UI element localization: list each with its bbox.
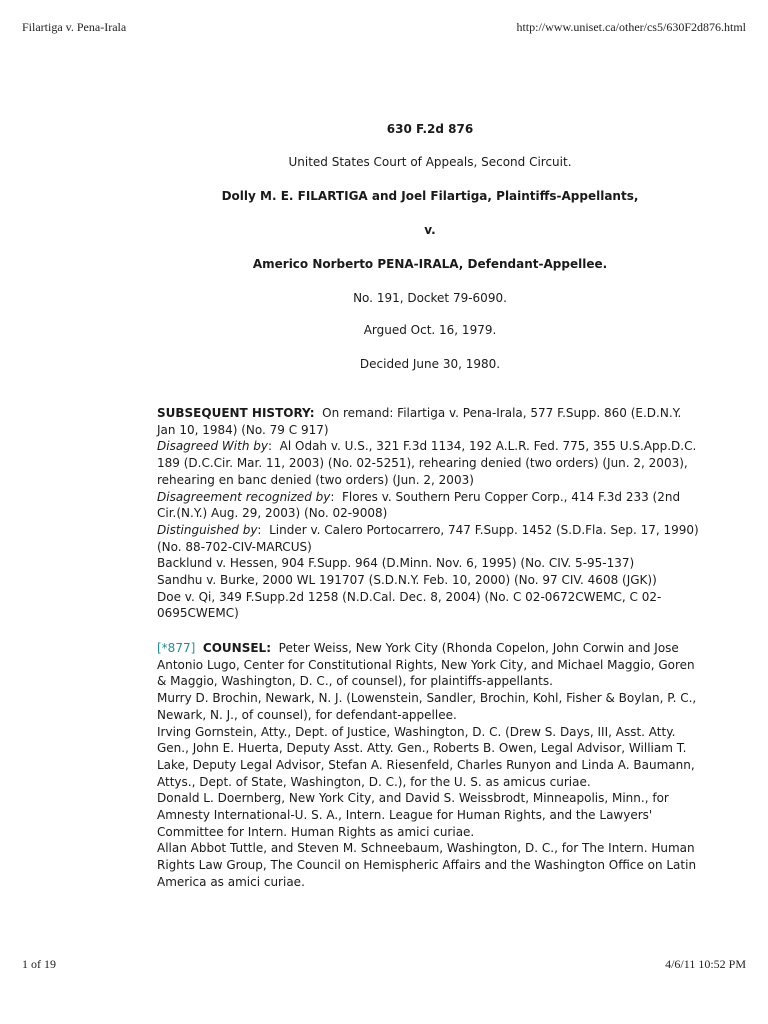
print-header bbox=[22, 20, 746, 35]
history-doe: Doe v. Qi, 349 F.Supp.2d 1258 (N.D.Cal. Dec. 8, 2004) (No. C 02-0672CWEMC, C 02-0695CWEMC) bbox=[157, 589, 662, 621]
print-header-title: Filartiga v. Pena-Irala bbox=[22, 20, 127, 34]
history-remand: SUBSEQUENT HISTORY: On remand: Filartiga v. Pena-Irala, 577 F.Supp. 860 (E.D.N.Y. Jan 10, 1984) (No. 79 C 917) bbox=[157, 406, 682, 437]
counsel-section bbox=[157, 640, 702, 891]
history-sandhu: Sandhu v. Burke, 2000 WL 191707 (S.D.N.Y. Feb. 10, 2000) (No. 97 CIV. 4608 (JGK)) bbox=[157, 573, 657, 588]
counsel-entry: [*877] COUNSEL: Peter Weiss, New York City (Rhonda Copelon, John Corwin and Jose Antonio Lugo, Center for Constitutional Rights, New York City, and Michael Maggio, Goren & Maggio, Washington, D. C., of counsel), for plaintiffs-appellants. bbox=[157, 641, 695, 689]
history-disagreed: Disagreed With by: Al Odah v. U.S., 321 F.3d 1134, 192 A.L.R. Fed. 775, 355 U.S.App.D.C. 189 (D.C.Cir. Mar. 11, 2003) (No. 02-5251), rehearing denied (two orders) (Jun. 2, 2003), rehearing en banc denied (two orders) (Jun. 2, 2003) bbox=[157, 439, 697, 487]
history-disagreement-recognized: Disagreement recognized by: Flores v. Southern Peru Copper Corp., 414 F.3d 233 (2nd Cir.(N.Y.) Aug. 29, 2003) (No. 02-9008) bbox=[157, 489, 681, 521]
print-timestamp: 4/6/11 10:52 PM bbox=[665, 957, 746, 971]
counsel-entry: Murry D. Brochin, Newark, N. J. (Lowenstein, Sandler, Brochin, Kohl, Fisher & Boylan, P. C., Newark, N. J., of counsel), for defendant-appellee. bbox=[157, 691, 697, 722]
subsequent-history bbox=[157, 405, 702, 622]
print-footer bbox=[22, 957, 746, 972]
print-header-url: http://www.uniset.ca/other/cs5/630F2d876.html bbox=[516, 20, 746, 34]
case-citation: 630 F.2d 876 bbox=[386, 122, 474, 136]
history-label: SUBSEQUENT HISTORY: bbox=[157, 406, 315, 420]
history-backlund: Backlund v. Hessen, 904 F.Supp. 964 (D.Minn. Nov. 6, 1995) (No. CIV. 5-95-137) bbox=[157, 556, 635, 571]
decided-date: Decided June 30, 1980. bbox=[359, 357, 501, 371]
plaintiffs-line: Dolly M. E. FILARTIGA and Joel Filartiga, Plaintiffs-Appellants, bbox=[221, 189, 639, 203]
counsel-entry: Allan Abbot Tuttle, and Steven M. Schneebaum, Washington, D. C., for The Intern. Human Rights Law Group, The Council on Hemispheric Affairs and the Washington Office on Latin America as amici curiae. bbox=[157, 841, 697, 889]
versus: v. bbox=[424, 223, 436, 237]
argued-date: Argued Oct. 16, 1979. bbox=[363, 323, 497, 337]
history-distinguished: Distinguished by: Linder v. Calero Portocarrero, 747 F.Supp. 1452 (S.D.Fla. Sep. 17, 1990) (No. 88-702-CIV-MARCUS) bbox=[157, 522, 699, 554]
page-marker-link[interactable]: [*877] bbox=[157, 641, 196, 655]
court-name: United States Court of Appeals, Second Circuit. bbox=[288, 155, 572, 169]
docket-number: No. 191, Docket 79-6090. bbox=[353, 291, 507, 305]
defendant-line: Americo Norberto PENA-IRALA, Defendant-Appellee. bbox=[252, 257, 608, 271]
counsel-label: COUNSEL: bbox=[202, 641, 272, 655]
counsel-entry: Donald L. Doernberg, New York City, and David S. Weissbrodt, Minneapolis, Minn., for Amnesty International-U. S. A., Intern. League for Human Rights, and the Lawyers' Committee for Intern. Human Rights as amici curiae. bbox=[157, 791, 669, 839]
counsel-entry: Irving Gornstein, Atty., Dept. of Justice, Washington, D. C. (Drew S. Days, III, Asst. Atty. Gen., John E. Huerta, Deputy Asst. Atty. Gen., Roberts B. Owen, Legal Advisor, William T. Lake, Deputy Legal Advisor, Stefan A. Riesenfeld, Charles Runyon and Linda A. Baumann, Attys., Dept. of State, Washington, D. C.), for the U. S. as amicus curiae. bbox=[157, 724, 695, 789]
page-count: 1 of 19 bbox=[22, 957, 56, 971]
